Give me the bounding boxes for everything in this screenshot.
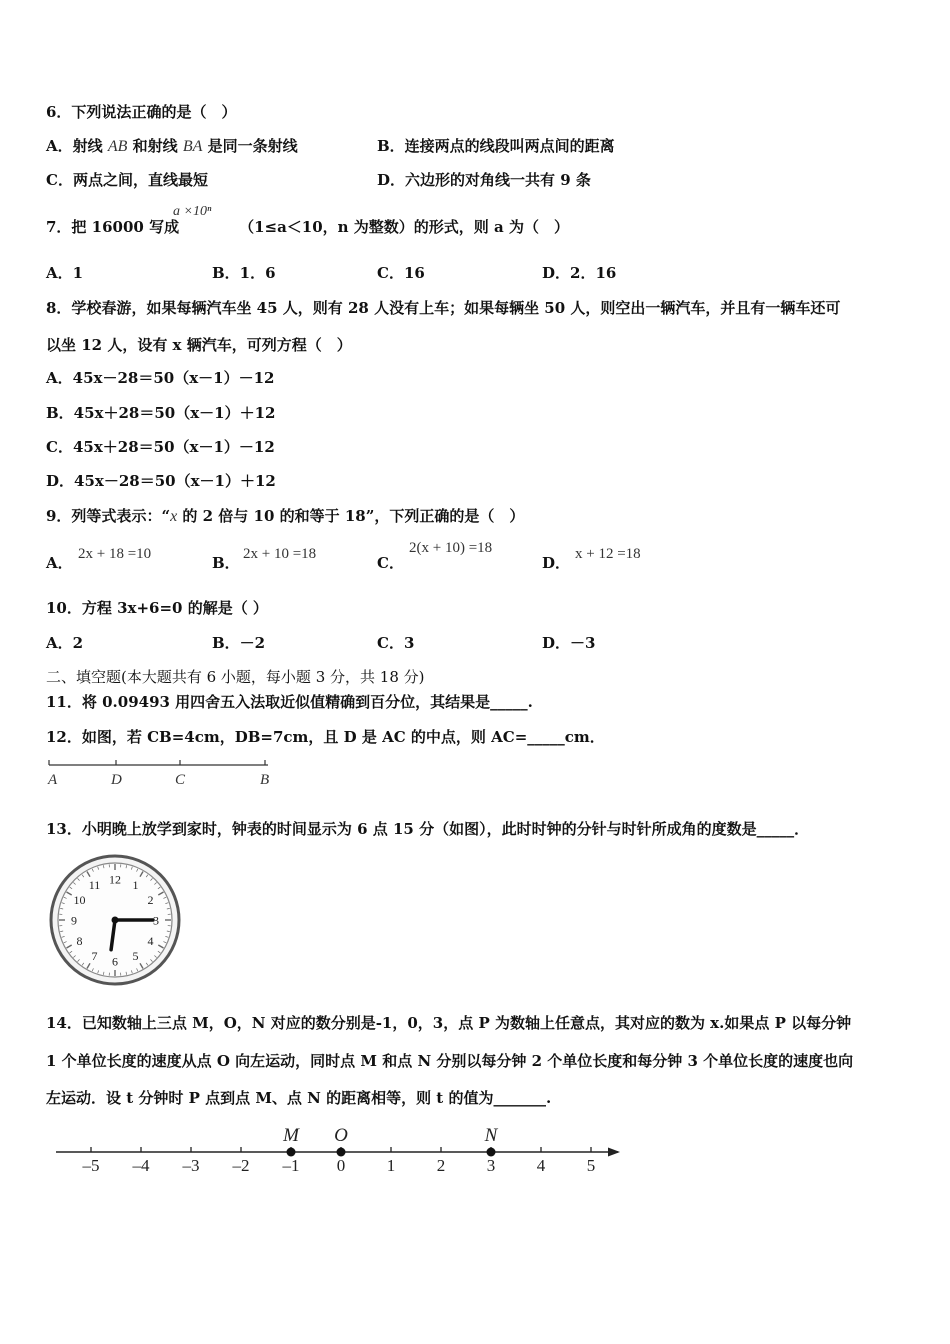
axis-tick-label: –1: [282, 1156, 300, 1175]
q13-stem: 13．小明晚上放学到家时，钟表的时间显示为 6 点 15 分（如图），此时时钟的分针与时针所成角的度数是_____．: [46, 820, 810, 838]
q10-option-c: C．3: [377, 634, 415, 652]
q8-option-a: A．45x－28＝50（x－1）－12: [46, 369, 275, 387]
clock-number: 7: [91, 949, 98, 964]
q9-stem: 9．列等式表示：“x 的 2 倍与 10 的和等于 18”，下列正确的是（ ）: [46, 507, 525, 525]
clock-number: 2: [147, 893, 154, 907]
axis-tick-label: 4: [536, 1156, 546, 1175]
q8-option-d: D．45x－28＝50（x－1）＋12: [46, 472, 276, 490]
axis-tick-label: 5: [586, 1156, 596, 1175]
axis-tick-label: –4: [132, 1156, 150, 1175]
axis-tick-label: –5: [82, 1156, 100, 1175]
point-label-n: N: [484, 1125, 498, 1146]
clock-number: 3: [153, 913, 159, 928]
q9-option-d-label: D．: [542, 554, 571, 572]
q7-option-c: C．16: [377, 264, 425, 282]
q10-option-d: D．－3: [542, 634, 596, 652]
q9-option-d-equation: x + 12 =18: [575, 546, 641, 562]
section-heading: 二、填空题(本大题共有 6 小题，每小题 3 分，共 18 分): [46, 668, 425, 686]
clock-center: [112, 917, 119, 924]
point-o: [337, 1148, 346, 1157]
q6-option-d: D．六边形的对角线一共有 9 条: [377, 171, 591, 189]
clock-number: 1: [132, 877, 139, 892]
clock-number: 5: [132, 949, 139, 964]
q6-option-a: A．射线 AB 和射线 BA 是同一条射线: [46, 137, 298, 155]
q7-option-b: B．1．6: [212, 264, 276, 282]
q13-clock-figure: [46, 853, 186, 989]
axis-tick-label: 0: [336, 1156, 346, 1175]
q10-option-b: B．－2: [212, 634, 266, 652]
q6-stem: 6．下列说法正确的是（ ）: [46, 103, 237, 121]
q7-option-a: A．1: [46, 264, 84, 282]
clock-number: 6: [112, 954, 118, 969]
q6-option-c: C．两点之间，直线最短: [46, 171, 208, 189]
q14-stem-line3: 左运动．设 t 分钟时 P 点到点 M、点 N 的距离相等，则 t 的值为_______.: [46, 1089, 552, 1107]
q12-stem: 12．如图，若 CB=4cm，DB=7cm，且 D 是 AC 的中点，则 AC=_____cm．: [46, 728, 605, 746]
q9-option-c-label: C．: [377, 554, 404, 572]
q10-stem: 10．方程 3x+6=0 的解是（ ）: [46, 599, 268, 617]
point-m: [287, 1148, 296, 1157]
q14-number-line: [46, 1118, 636, 1180]
q14-stem-line2: 1 个单位长度的速度从点 O 向左运动，同时点 M 和点 N 分别以每分钟 2 个单位长度和每分钟 3 个单位长度的速度也向: [46, 1052, 854, 1070]
q9-option-a-equation: 2x + 18 =10: [78, 546, 152, 562]
q10-option-a: A．2: [46, 634, 84, 652]
q7-option-d: D．2．16: [542, 264, 617, 282]
clock-number: 4: [147, 934, 154, 948]
clock-number: 11: [88, 877, 101, 892]
q12-segment-figure: [46, 757, 276, 791]
axis-tick-label: –3: [182, 1156, 200, 1175]
clock-number: 9: [71, 913, 77, 928]
q9-option-b-label: B．: [212, 554, 240, 572]
label-d: D: [111, 772, 122, 788]
point-label-o: O: [334, 1125, 348, 1146]
q8-option-b: B．45x＋28＝50（x－1）＋12: [46, 404, 276, 422]
point-label-m: M: [283, 1125, 299, 1146]
q7-expression: a ×10ⁿ: [173, 204, 212, 219]
axis-tick-label: –2: [232, 1156, 250, 1175]
label-a: A: [48, 772, 58, 788]
q9-option-b-equation: 2x + 10 =18: [243, 546, 317, 562]
clock-number: 8: [76, 934, 83, 948]
clock-number: 10: [73, 893, 86, 907]
axis-tick-label: 3: [486, 1156, 496, 1175]
label-b: B: [260, 772, 270, 788]
label-c: C: [175, 772, 186, 788]
axis-tick-label: 1: [386, 1156, 396, 1175]
axis-arrow: [608, 1148, 620, 1157]
point-n: [487, 1148, 496, 1157]
q8-option-c: C．45x＋28＝50（x－1）－12: [46, 438, 275, 456]
q8-stem-line1: 8．学校春游，如果每辆汽车坐 45 人，则有 28 人没有上车；如果每辆坐 50 人，则空出一辆汽车，并且有一辆车还可: [46, 299, 841, 317]
q6-option-b: B．连接两点的线段叫两点间的距离: [377, 137, 615, 155]
q8-stem-line2: 以坐 12 人，设有 x 辆汽车，可列方程（ ）: [46, 336, 352, 354]
q9-option-c-equation: 2(x + 10) =18: [409, 540, 493, 556]
q7-stem: 7．把 16000 写成 （1≤a＜10，n 为整数）的形式，则 a 为（ ）: [46, 218, 569, 236]
q11-stem: 11．将 0.09493 用四舍五入法取近似值精确到百分位，其结果是_____.: [46, 693, 533, 711]
q14-stem-line1: 14．已知数轴上三点 M，O，N 对应的数分别是-1，0，3，点 P 为数轴上任意点，其对应的数为 x.如果点 P 以每分钟: [46, 1014, 852, 1032]
clock-number: 12: [109, 872, 121, 887]
axis-tick-label: 2: [436, 1156, 446, 1175]
q9-option-a-label: A．: [46, 554, 73, 572]
